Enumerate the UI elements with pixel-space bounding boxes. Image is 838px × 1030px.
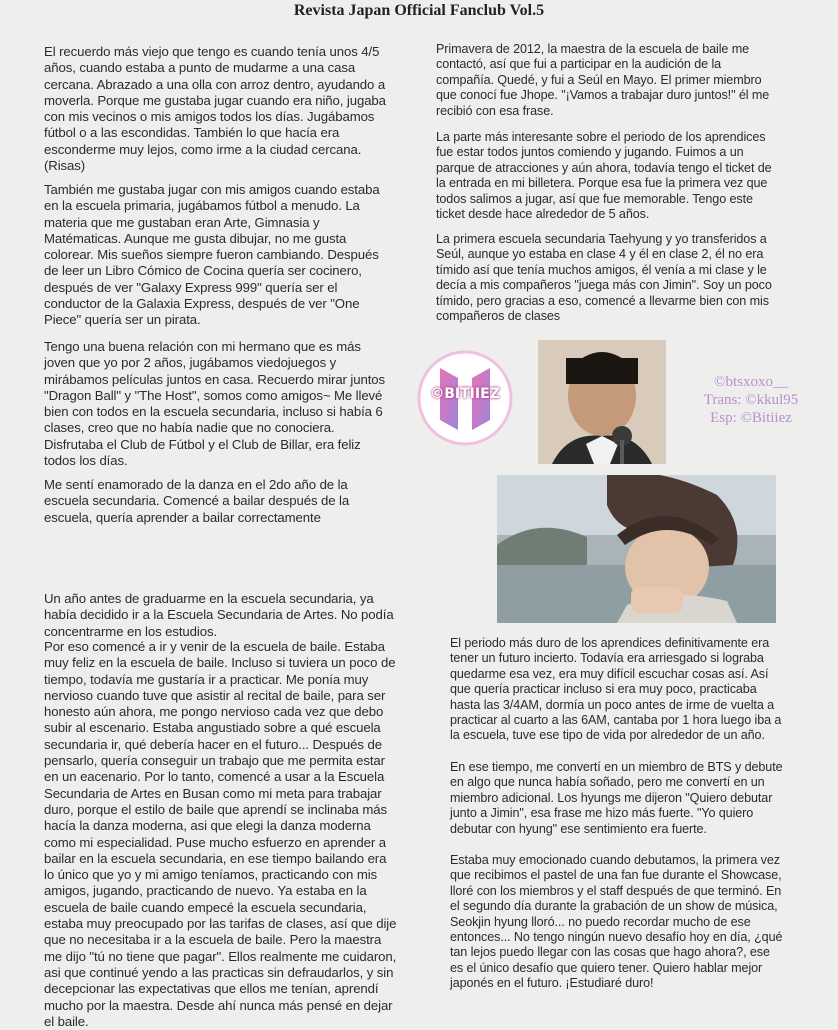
credit-source: ©btsxoxo__	[714, 374, 788, 390]
paragraph-arts-school: Un año antes de graduarme en la escuela secundaria, ya había decidido ir a la Escuela Secundaria de Artes. No podía concentrarme en los estudios.	[44, 591, 394, 639]
paragraph-brother: Tengo una buena relación con mi hermano que es más joven que yo por 2 años, jugábamos viedojuegos y mirábamos películas juntos en casa. Recuerdo mirar juntos "Dragon Ball" y "The Host", somos como amigos~ Me llevé bien con todos en la escuela secundaria, incluso si había 6 clases, creo que no había nadie que no conociera. Disfrutaba el Club de Fútbol y el Club de Billar, era feliz todos los días.	[44, 339, 386, 469]
bitiiez-logo	[410, 348, 520, 448]
credit-translation: Trans: ©kkul95	[703, 392, 799, 408]
paragraph-dance-school: Por eso comencé a ir y venir de la escuela de baile. Estaba muy feliz en la escuela de baile. Incluso si tuviera un poco de tiempo, todavía me gustaría ir a practicar. Me ponía muy nervioso cuando tuve que asistir al recital de baile, para ser honesto aún ahora, me pongo nervioso cada vez que debo subir al escenario. Estaba angustiado sobre a qué escuela secundaria ir, qué debería hacer en el futuro... Después de pensarlo, quería conseguir un trabajo que me permita estar en un eacenario. Por lo tanto, comencé a usar a la Escuela Secundaria de Artes en Busan como mi meta para trabajar duro, porque el estilo de baile que aprendí se inclinaba más hacía la danza moderna, asi que elegi la danza moderna como mi especialidad. Puse mucho esfuerzo en aprender a bailar en la escuela secundaria, en ese tiempo bailando era lo único que yo y mi amigo teníamos, practicando con mis amigos, jugando, practicando de nuevo. Ya estaba en la escuela de baile cuando empecé la escuela secundaria, estaba muy preocupado por las tarifas de clases, así que dije que no necesitaba ir a la escuela de baile. Pero la maestra me dijo "tú no tiene que pagar". Ellos realmente me cuidaron, asi que continué yendo a las practicas sin defraudarlos, y sin decepcionar las expectativas que ellos me tenían, aprendí mucho por la maestra. Desde ahí nunca más pensé en dejar el baile.	[44, 639, 397, 1029]
logo-text: ©BITIIEZ	[430, 386, 500, 402]
credit-spanish: Esp: ©Bitiiez	[710, 410, 792, 426]
paragraph-taehyung: La primera escuela secundaria Taehyung y yo transferidos a Seúl, aunque yo estaba en clase 4 y él en clase 2, él no era tímido así que tenía muchos amigos, él venía a mi clase y le decía a mis compañeros "juega más con Jimin". Soy un poco tímido, pero gracias a eso, comencé a llevarme bien con mis compañeros de clases	[436, 232, 772, 324]
paragraph-dance-love: Me sentí enamorado de la danza en el 2do año de la escuela secundaria. Comencé a bailar después de la escuela, quería aprender a bailar correctamente	[44, 477, 350, 525]
paragraph-member-bts: En ese tiempo, me convertí en un miembro de BTS y debute en algo que nunca había soñado, pero me convertí en un miembro adicional. Los hyungs me dijeron "Quiero debutar junto a Jimin", esa frase me hizo más fuerte. "Yo quiero debutar con hyung" ese sentimiento era fuerte.	[450, 760, 783, 836]
adult-photo	[497, 475, 776, 623]
page-title: Revista Japan Official Fanclub Vol.5	[293, 2, 545, 19]
credits	[676, 373, 826, 427]
paragraph-childhood: El recuerdo más viejo que tengo es cuando tenía unos 4/5 años, cuando estaba a punto de mudarme a una casa cercana. Abrazado a una olla con arroz dentro, ayudando a moverla. Porque me gustaba jugar cuando era niño, jugaba con mis vecinos o mis amigos todos los días. Jugábamos fútbol o a las escondidas. También lo que hacía era esconderme muy lejos, como irme a la ciudad cercana. (Risas)	[44, 44, 386, 174]
paragraph-trainees-fun: La parte más interesante sobre el periodo de los aprendices fue estar todos juntos comiendo y jugando. Fuimos a un parque de atracciones y aún ahora, todavía tengo el ticket de la entrada en mi billetera. Porque esa fue la primera vez que todos salimos a jugar, así que fue memorable. Tengo este ticket desde hace alrededor de 5 años.	[436, 130, 772, 222]
paragraph-hardest-period: El periodo más duro de los aprendices definitivamente era tener un futuro incierto. Todavía era arriesgado si lograba quedarme esa vez, era muy difícil escuchar cosas así. Así que quería practicar incluso si era muy poco, practicaba hasta las 3/4AM, dormía un poco antes de irme de vuelta a practicar al cuarto a las 6AM, cantaba por 1 hora luego iba a la escuela, tuve ese tipo de vida por alrededor de un año.	[450, 636, 782, 743]
paragraph-debut: Estaba muy emocionado cuando debutamos, la primera vez que recibimos el pastel de una fan fue durante el Showcase, lloré con los miembros y el staff después de que terminó. En el segundo día durante la grabación de un show de música, Seokjin hyung lloró... no puedo recordar mucho de ese entonces... No tengo ningún nuevo desafío hoy en día, ¿qué tan lejos puedo llegar con las cosas que hago ahora?, ese es el único desafío que quiero tener. Quiero hablar mejor japonés en el futuro. ¡Estudiaré duro!	[450, 853, 783, 991]
paragraph-primary-school: También me gustaba jugar con mis amigos cuando estaba en la escuela primaria, jugábamos fútbol a menudo. La materia que me gustaban eran Arte, Gimnasia y Matématicas. Aunque me gusta dibujar, no me gusta colorear. Mis sueños siempre fueron cambiando. Después de leer un Libro Cómico de Cocina quería ser cocinero, después de ver "Galaxy Express 999" quería ser el conductor de la Galaxia Express, después de ver "One Piece" quería ser un pirata.	[44, 182, 380, 328]
childhood-photo	[538, 340, 666, 464]
paragraph-audition: Primavera de 2012, la maestra de la escuela de baile me contactó, así que fui a participar en la audición de la compañía. Quedé, y fui a Seúl en Mayo. El primer miembro que conocí fue Jhope. "¡Vamos a trabajar duro juntos!" él me recibió con esa frase.	[436, 42, 770, 118]
